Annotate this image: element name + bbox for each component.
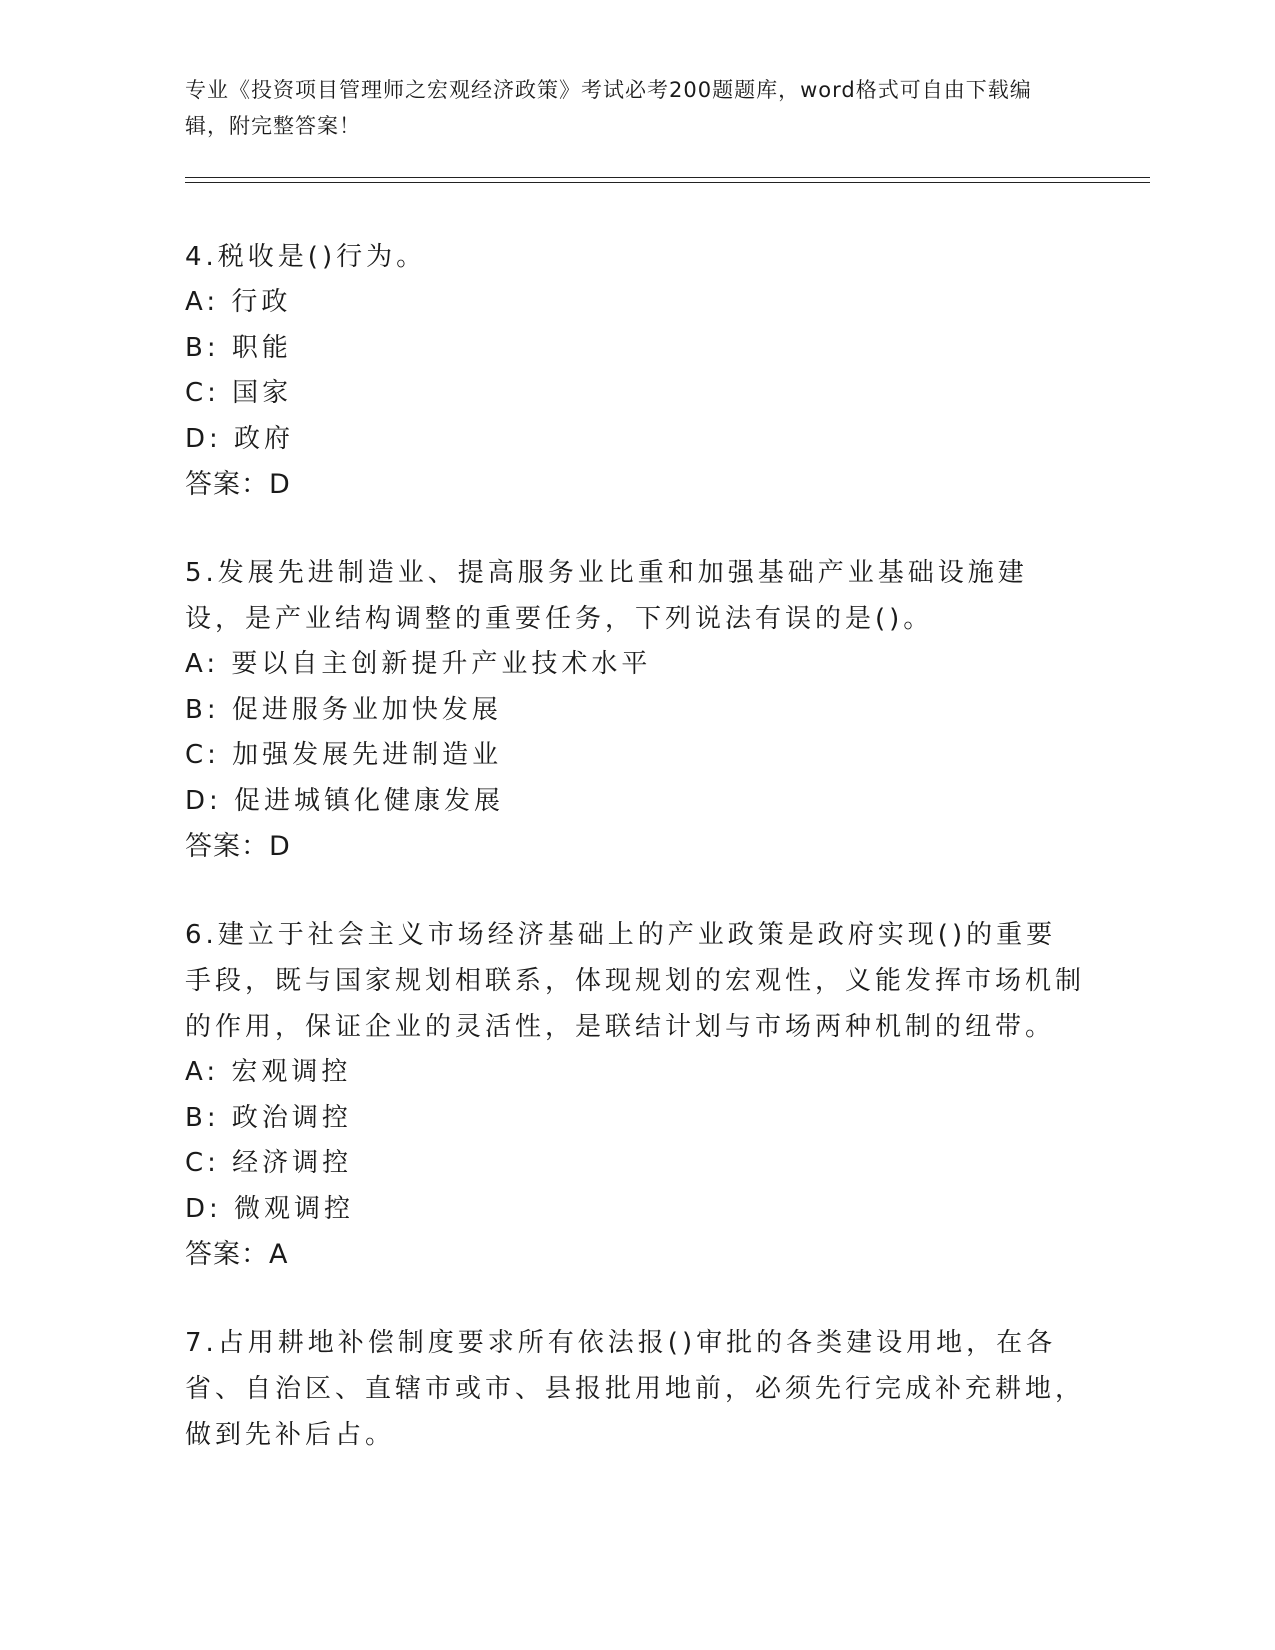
question-5 [185, 550, 1085, 870]
option-b: B: 职能 [185, 332, 292, 363]
option-c: C: 经济调控 [185, 1148, 353, 1178]
question-text: 6.建立于社会主义市场经济基础上的产业政策是政府实现()的重要手段，既与国家规划相联系，体现规划的宏观性，义能发挥市场机制的作用，保证企业的灵活性，是联结计划与市场两种机制的纽带。 [185, 920, 1086, 1042]
answer-text: 答案：D [185, 831, 291, 862]
option-a: A: 宏观调控 [185, 1057, 352, 1087]
question-4 [185, 234, 1085, 508]
option-b: B: 政治调控 [185, 1102, 352, 1133]
question-list [185, 234, 1085, 1458]
option-d: D: 政府 [185, 423, 295, 454]
question-text: 4.税收是()行为。 [185, 242, 427, 272]
answer-text: 答案：D [185, 469, 291, 500]
question-gap [185, 1278, 1085, 1320]
question-gap [185, 508, 1085, 550]
option-d: D: 促进城镇化健康发展 [185, 785, 505, 816]
question-text: 7.占用耕地补偿制度要求所有依法报()审批的各类建设用地，在各省、自治区、直辖市或市、县报批用地前，必须先行完成补充耕地，做到先补后占。 [185, 1328, 1086, 1450]
answer-text: 答案：A [185, 1239, 289, 1270]
header-rule-top [185, 177, 1150, 178]
question-7 [185, 1320, 1085, 1458]
question-6 [185, 912, 1085, 1278]
option-a: A: 要以自主创新提升产业技术水平 [185, 649, 652, 679]
question-gap [185, 870, 1085, 912]
question-text: 5.发展先进制造业、提高服务业比重和加强基础产业基础设施建设，是产业结构调整的重要任务，下列说法有误的是()。 [185, 558, 1028, 634]
option-b: B: 促进服务业加快发展 [185, 694, 502, 725]
option-d: D: 微观调控 [185, 1193, 355, 1224]
option-c: C: 加强发展先进制造业 [185, 740, 503, 770]
option-c: C: 国家 [185, 378, 293, 408]
option-a: A: 行政 [185, 287, 292, 317]
header-rule-bottom [185, 182, 1150, 183]
document-header: 专业《投资项目管理师之宏观经济政策》考试必考200题题库，word格式可自由下载编辑，附完整答案！ [185, 78, 1032, 138]
